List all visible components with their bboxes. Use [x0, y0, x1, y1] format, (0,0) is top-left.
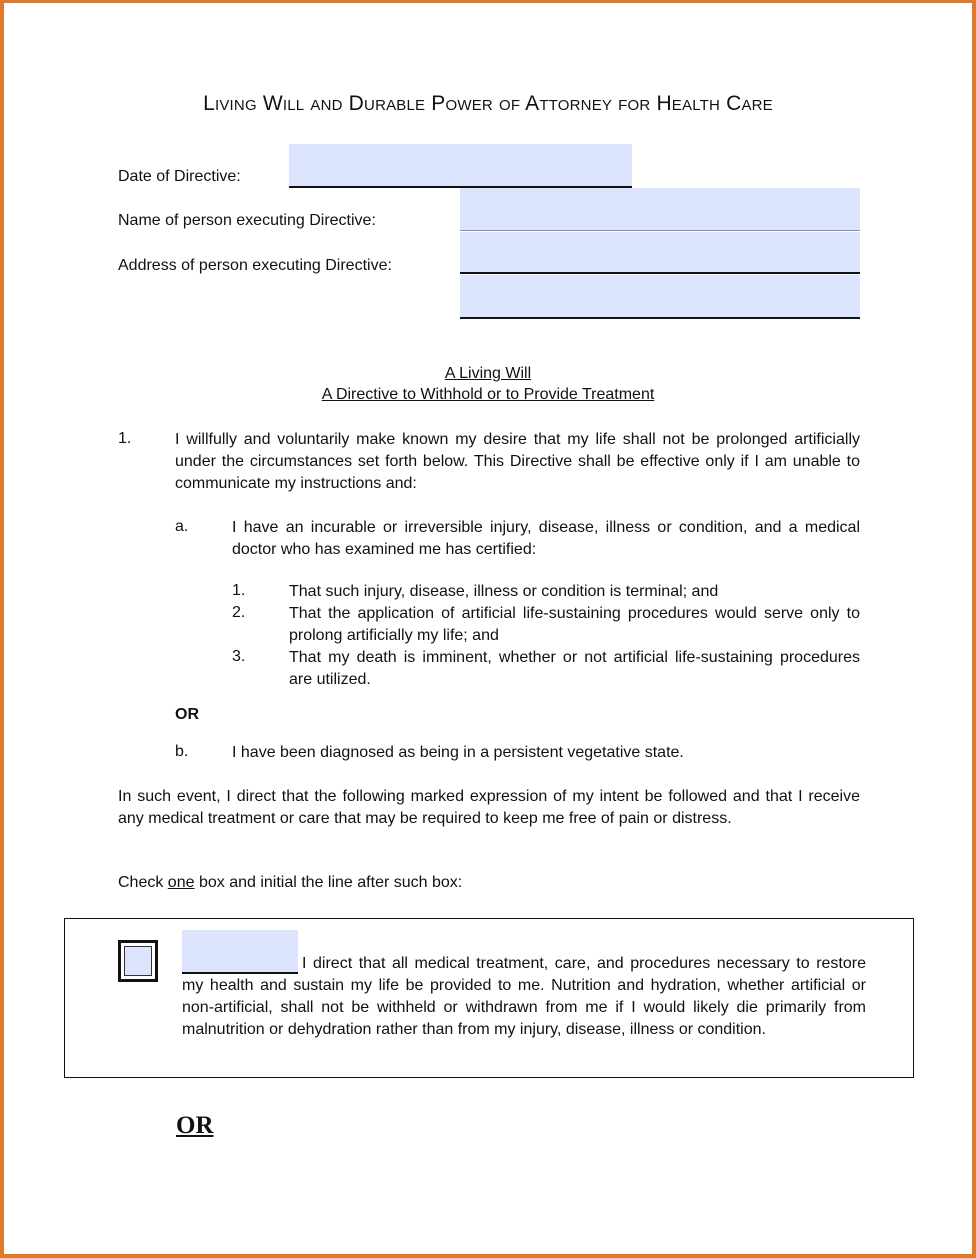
- item-b-letter: b.: [175, 743, 189, 760]
- item-a-letter: a.: [175, 518, 189, 535]
- address-underline-1: [460, 272, 860, 274]
- name-input[interactable]: [460, 188, 860, 230]
- sub-item-2-number: 2.: [232, 604, 246, 621]
- item-b-text: I have been diagnosed as being in a persistent vegetative state.: [232, 744, 684, 761]
- name-underline: [460, 230, 860, 231]
- sub-item-3-number: 3.: [232, 648, 246, 665]
- option-1-text: I direct that all medical treatment, care, and procedures necessary to restore my health and sustain my life be provided to me. Nutrition and hydration, whether artificial or non-artificial, shall not be withheld or withdrawn from me if I would likely die primarily from malnutrition or dehydration rather than from my injury, disease, illness or condition.: [182, 955, 866, 1038]
- name-label: Name of person executing Directive:: [118, 212, 376, 229]
- date-label: Date of Directive:: [118, 168, 241, 185]
- document-title: Living Will and Durable Power of Attorney for Health Care: [203, 92, 773, 115]
- check-instruction: Check one box and initial the line after such box:: [118, 874, 463, 891]
- address-input-line1[interactable]: [460, 232, 860, 273]
- option-1-checkbox[interactable]: [118, 940, 158, 982]
- item-a-text: I have an incurable or irreversible injury, disease, illness or condition, and a medical doctor who has examined me has certified:: [232, 519, 860, 558]
- or-label: OR: [175, 706, 199, 723]
- event-paragraph: In such event, I direct that the following marked expression of my intent be followed and that I receive any medical treatment or care that may be required to keep me free of pain or distress.: [118, 788, 860, 827]
- date-input[interactable]: [289, 144, 632, 186]
- address-label: Address of person executing Directive:: [118, 257, 392, 274]
- bottom-or-label: OR: [176, 1112, 214, 1139]
- item-1-text: I willfully and voluntarily make known my desire that my life shall not be prolonged artificially under the circumstances set forth below. This Directive shall be effective only if I am unable to communicate my instructions and:: [175, 431, 860, 492]
- item-1-number: 1.: [118, 430, 132, 447]
- sub-item-1-text: That such injury, disease, illness or condition is terminal; and: [289, 583, 719, 600]
- address-input-line2[interactable]: [460, 275, 860, 317]
- sub-item-2-text: That the application of artificial life-sustaining procedures would serve only to prolong artificially my life; and: [289, 605, 860, 644]
- address-underline-2: [460, 317, 860, 319]
- section-subheading: A Directive to Withhold or to Provide Treatment: [321, 386, 655, 403]
- section-heading: A Living Will: [444, 365, 532, 382]
- sub-item-1-number: 1.: [232, 582, 246, 599]
- sub-item-3-text: That my death is imminent, whether or not artificial life-sustaining procedures are utilized.: [289, 649, 860, 688]
